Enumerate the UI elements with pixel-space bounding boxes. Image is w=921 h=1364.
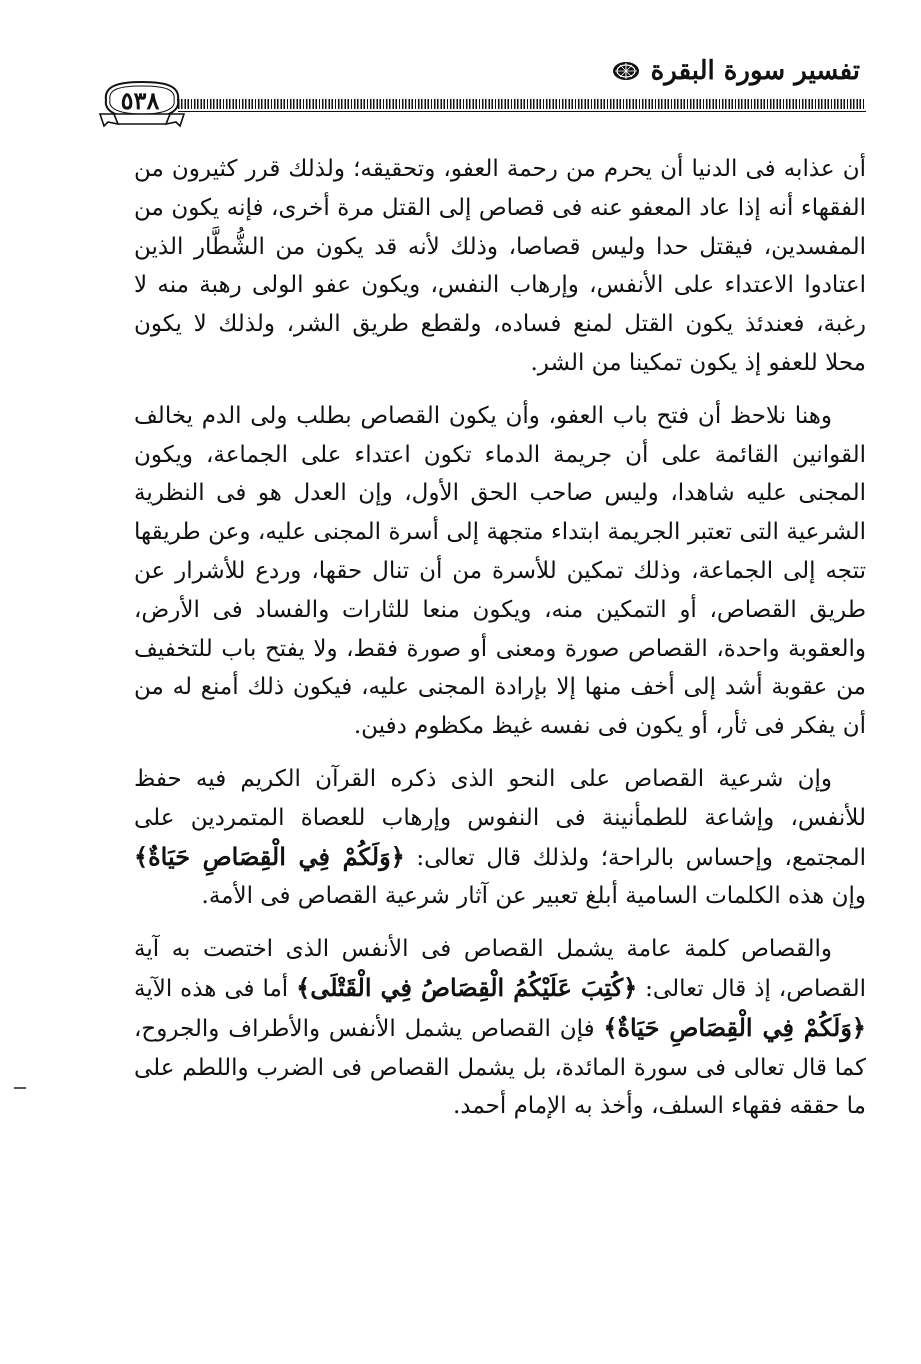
quran-verse: ﴿وَلَكُمْ فِي الْقِصَاصِ حَيَاةٌ﴾ [603, 1012, 866, 1042]
paragraph-2-text: وهنا نلاحظ أن فتح باب العفو، وأن يكون القصاص بطلب ولى الدم يخالف القوانين القائمة على أن جريمة الدماء تكون اعتداء على الجماعة، ويكون المجنى عليه شاهدا، وليس صاحب الحق الأول، وإن العدل هو فى النظرية الشرعية التى تعتبر الجريمة ابتداء متجهة إلى أسرة المجنى عليه، وعن طريقها تتجه إلى الجماعة، وذلك تمكين للأسرة من أن تنال حقها، وردع للأشرار عن طريق القصاص، أو التمكين منه، ويكون منعا للثارات والفساد فى الأرض، والعقوبة واحدة، القصاص صورة ومعنى أو صورة فقط، ولا يفتح باب للتخفيف من عقوبة أشد إلى أخف منها إلا بإرادة المجنى عليه، فيكون ذلك أمنع له من أن يفكر فى ثأر، أو يكون فى نفسه غيظ مكظوم دفين. [134, 402, 866, 740]
header-rule [178, 99, 866, 109]
rosette-ornament-icon [611, 60, 641, 82]
quran-verse: ﴿كُتِبَ عَلَيْكُمُ الْقِصَاصُ فِي الْقَتْلَى﴾ [296, 972, 638, 1002]
paragraph-1 [134, 150, 866, 383]
body-text [134, 150, 866, 1126]
paragraph-4-text-after: فإن القصاص يشمل الأنفس والأطراف والجروح، كما قال تعالى فى سورة المائدة، بل يشمل القصاص فى الضرب واللطم على ما حققه فقهاء السلف، وأخذ به الإمام أحمد. [134, 1015, 866, 1120]
margin-mark [14, 1087, 26, 1089]
paragraph-3-text-before: وإن شرعية القصاص على النحو الذى ذكره القرآن الكريم فيه حفظ للأنفس، وإشاعة للطمأنينة فى النفوس وإرهاب للعصاة المتمردين على المجتمع، وإحساس بالراحة؛ ولذلك قال تعالى: [134, 765, 866, 871]
paragraph-1-text: أن عذابه فى الدنيا أن يحرم من رحمة العفو، وتحقيقه؛ ولذلك قرر كثيرون من الفقهاء أنه إذا عاد المعفو عنه فى قصاص إلى القتل مرة أخرى، فإنه يكون من المفسدين، فيقتل حدا وليس قصاصا، وذلك لأنه قد يكون من الشُّطَّار الذين اعتادوا الاعتداء على الأنفس، وإرهاب النفس، ويكون عفو الولى رهبة منه لا رغبة، فعندئذ يكون القتل لمنع فساده، ولقطع طريق الشر، ولذلك لا يكون محلا للعفو إذ يكون تمكينا من الشر. [134, 156, 866, 376]
page-number-badge [96, 78, 188, 128]
paragraph-4-text-middle: أما فى هذه الآية [134, 975, 297, 1002]
paragraph-2 [134, 397, 866, 746]
page-header [96, 52, 866, 132]
paragraph-3-text-after: وإن هذه الكلمات السامية أبلغ تعبير عن آثار شرعية القصاص فى الأمة. [201, 883, 866, 910]
running-title [611, 56, 860, 86]
paragraph-4-text-before: والقصاص كلمة عامة يشمل القصاص فى الأنفس الذى اختصت به آية القصاص، إذ قال تعالى: [134, 936, 866, 1002]
page-number: ٥٣٨ [120, 86, 160, 115]
quran-verse: ﴿وَلَكُمْ فِي الْقِصَاصِ حَيَاةٌ﴾ [134, 841, 405, 871]
paragraph-3 [134, 760, 866, 916]
running-title-text: تفسير سورة البقرة [650, 56, 860, 86]
paragraph-4 [134, 930, 866, 1126]
